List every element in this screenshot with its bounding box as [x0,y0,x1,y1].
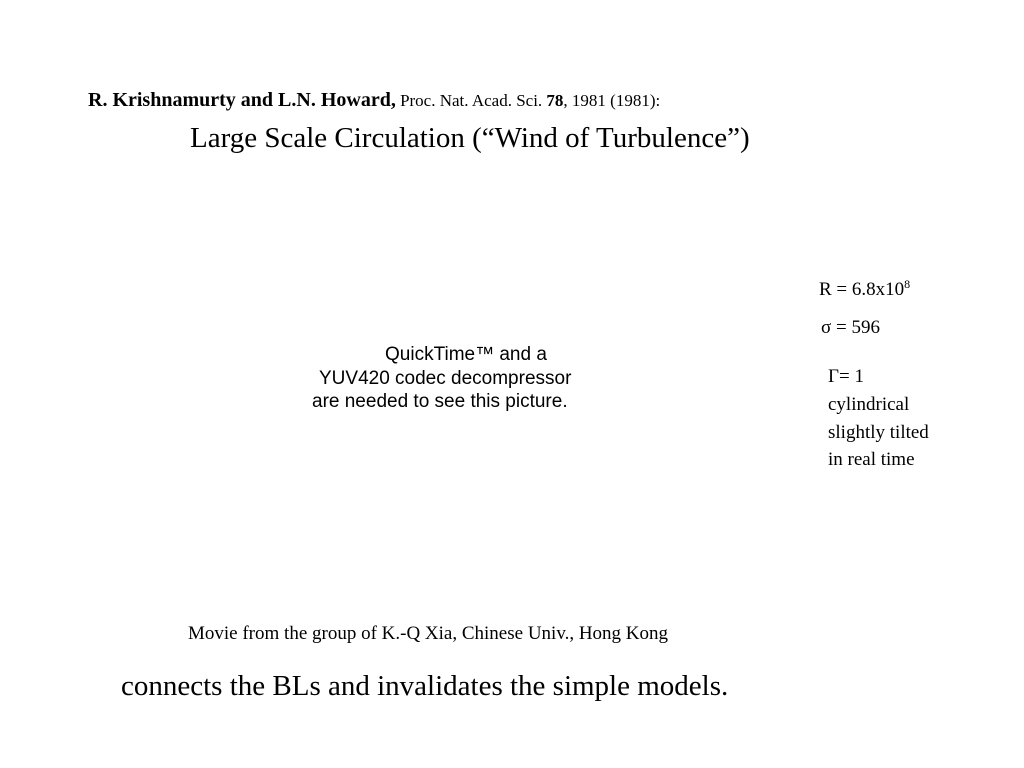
rayleigh-number [819,272,910,302]
placeholder-line-2: YUV420 codec decompressor [319,368,572,389]
placeholder-line-3: are needed to see this picture. [312,391,568,412]
citation-line [88,88,660,113]
movie-placeholder[interactable] [300,343,620,418]
citation-authors: R. Krishnamurty and L.N. Howard, [88,89,396,111]
cell-tilt: slightly tilted [828,422,929,443]
movie-timing: in real time [828,449,915,470]
prandtl-number: σ = 596 [821,317,880,338]
cell-shape: cylindrical [828,394,910,415]
conclusion-text: connects the BLs and invalidates the simple models. [121,670,729,702]
placeholder-line-1: QuickTime™ and a [385,344,547,365]
citation-volume: 78 [546,91,564,110]
slide-title: Large Scale Circulation (“Wind of Turbulence”) [190,122,750,154]
citation-year: , 1981 (1981): [563,91,661,110]
rayleigh-base: R = 6.8x10 [819,279,905,300]
rayleigh-exponent: 8 [904,277,911,291]
citation-journal: Proc. Nat. Acad. Sci. [400,91,543,110]
movie-credit: Movie from the group of K.-Q Xia, Chinese Univ., Hong Kong [188,623,669,644]
aspect-ratio: Γ= 1 [828,366,864,387]
